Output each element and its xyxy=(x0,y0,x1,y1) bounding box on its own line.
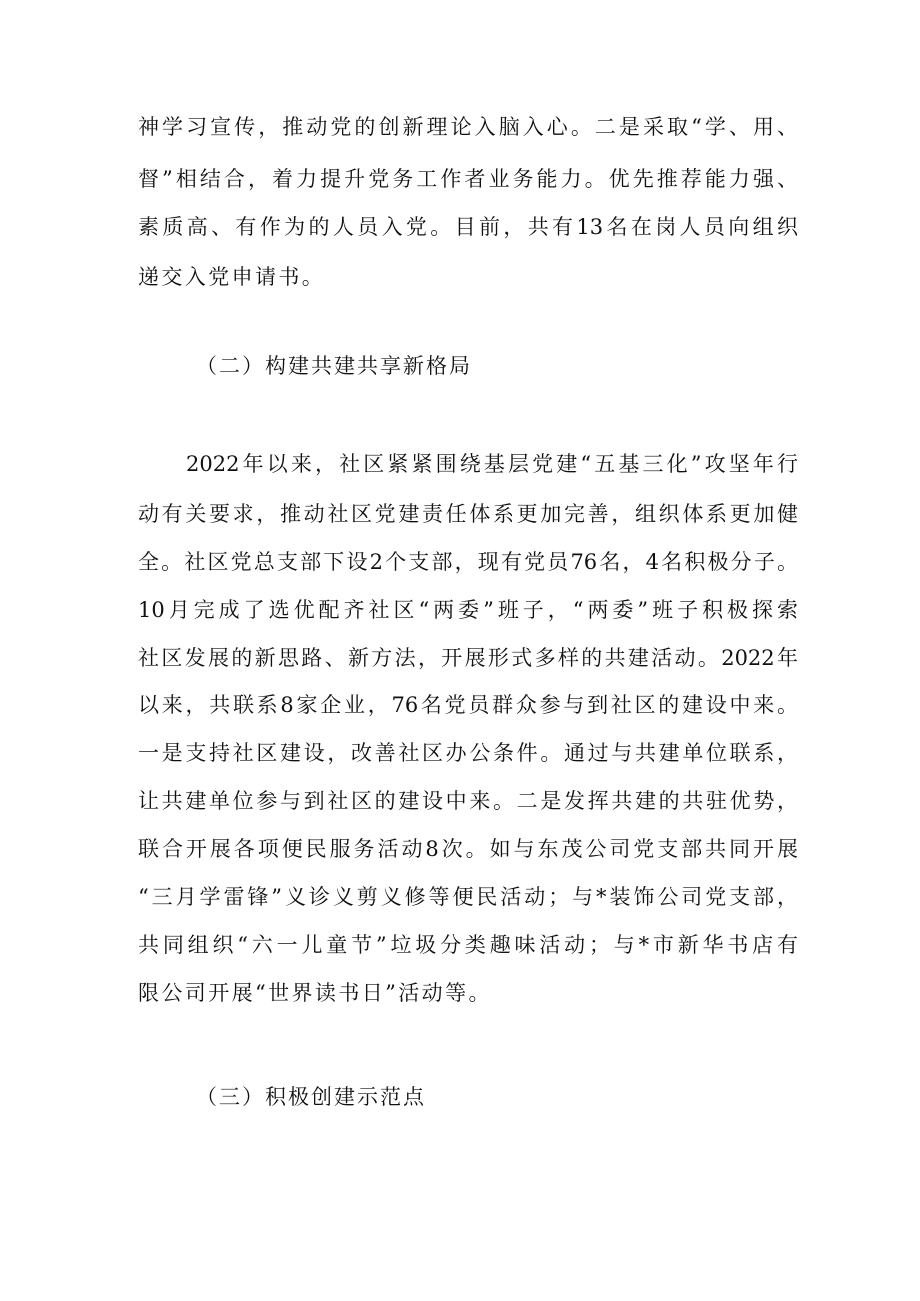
paragraph-line: 2022年以来，社区紧紧围绕基层党建“五基三化”攻坚年行 xyxy=(186,452,798,476)
paragraph-line: 一是支持社区建设，改善社区办公条件。通过与共建单位联系， xyxy=(138,741,798,765)
paragraph-line: 社区发展的新思路、新方法，开展形式多样的共建活动。2022年 xyxy=(138,646,798,670)
paragraph-line: 递交入党申请书。 xyxy=(138,265,326,289)
paragraph-line: 让共建单位参与到社区的建设中来。二是发挥共建的共驻优势， xyxy=(138,789,798,813)
paragraph-line: 动有关要求，推动社区党建责任体系更加完善，组织体系更加健 xyxy=(138,502,798,526)
paragraph-line: 神学习宣传，推动党的创新理论入脑入心。二是采取“学、用、 xyxy=(138,115,798,139)
paragraph-line: 10月完成了选优配齐社区“两委”班子，“两委”班子积极探索 xyxy=(138,598,798,622)
paragraph-line: 限公司开展“世界读书日”活动等。 xyxy=(138,981,492,1005)
paragraph-line: 督”相结合，着力提升党务工作者业务能力。优先推荐能力强、 xyxy=(138,167,798,191)
paragraph-line: 素质高、有作为的人员入党。目前，共有13名在岗人员向组织 xyxy=(138,215,798,239)
paragraph-line: “三月学雷锋”义诊义剪义修等便民活动；与*装饰公司党支部， xyxy=(138,885,798,909)
section-heading-2: （二）构建共建共享新格局 xyxy=(196,354,472,378)
paragraph-line: 共同组织“六一儿童节”垃圾分类趣味活动；与*市新华书店有 xyxy=(138,933,798,957)
section-heading-3: （三）积极创建示范点 xyxy=(196,1085,426,1109)
paragraph-line: 以来，共联系8家企业，76名党员群众参与到社区的建设中来。 xyxy=(138,693,798,717)
paragraph-line: 全。社区党总支部下设2个支部，现有党员76名，4名积极分子。 xyxy=(138,550,798,574)
paragraph-line: 联合开展各项便民服务活动8次。如与东茂公司党支部共同开展 xyxy=(138,837,798,861)
